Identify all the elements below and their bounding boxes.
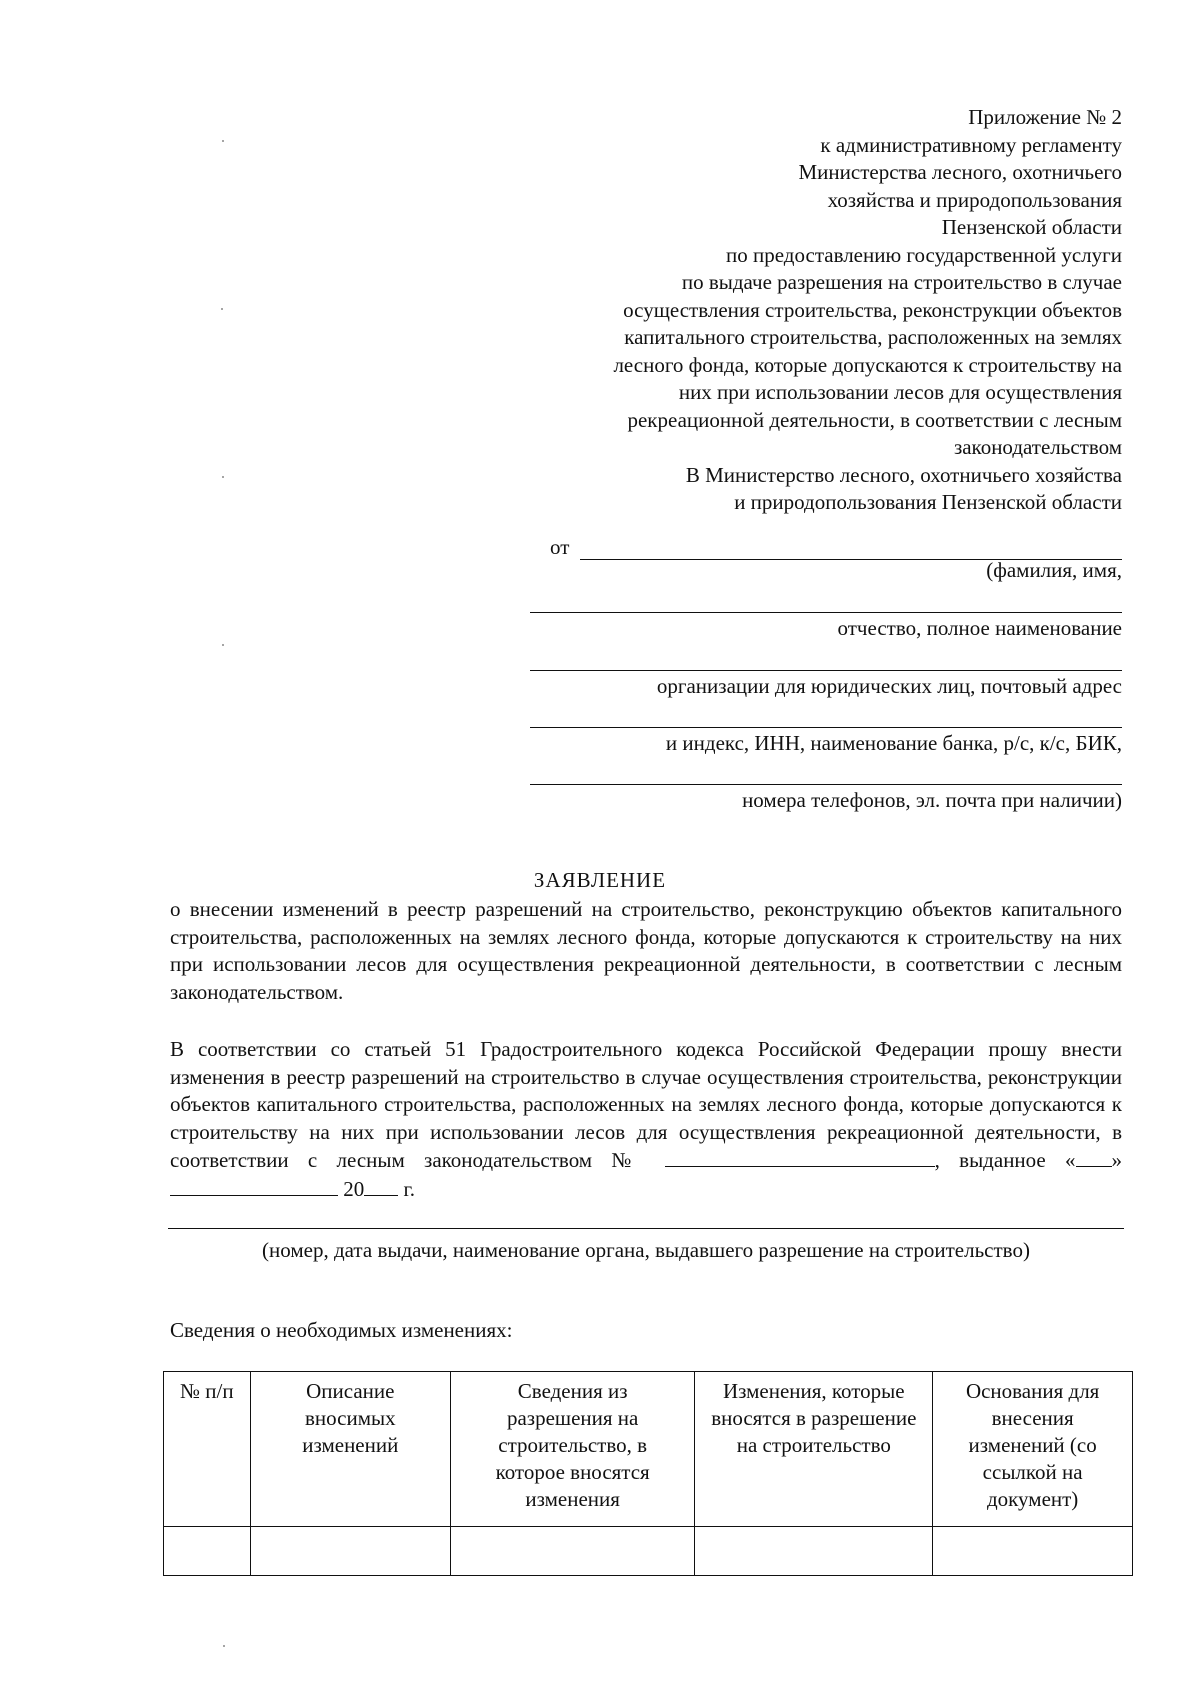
header-line: по предоставлению государственной услуги (726, 242, 1122, 267)
authority-fill-line[interactable] (168, 1228, 1124, 1229)
header-line: осуществления строительства, реконструкции объектов (623, 297, 1122, 322)
addressee-line: В Министерство лесного, охотничьего хозяйства (685, 462, 1122, 487)
col-header-label: № п/п (179, 1379, 234, 1403)
authority-hint: (номер, дата выдачи, наименование органа, выдавшего разрешение на строительство) (262, 1238, 1030, 1262)
quote-close: » (1111, 1148, 1123, 1172)
year-suffix: г. (403, 1176, 415, 1201)
header-line: лесного фонда, которые допускаются к строительству на (613, 352, 1122, 377)
table-cell[interactable] (164, 1527, 251, 1576)
appendix-header (402, 104, 1122, 517)
table-cell[interactable] (695, 1527, 933, 1576)
issue-month-blank[interactable] (170, 1175, 338, 1196)
col-header-label: Описание вносимых изменений (302, 1379, 399, 1457)
table-cell[interactable] (933, 1527, 1133, 1576)
header-line: Министерства лесного, охотничьего (798, 160, 1122, 184)
table-row (164, 1527, 1133, 1576)
issue-year-blank[interactable] (364, 1175, 398, 1196)
from-label: от (550, 535, 570, 559)
applicant-hint-5: номера телефонов, эл. почта при наличии) (742, 788, 1122, 812)
applicant-fill-line-3[interactable] (530, 670, 1122, 671)
col-header-description (250, 1372, 450, 1527)
col-header-grounds (933, 1372, 1133, 1527)
request-paragraph (170, 1036, 1122, 1203)
permit-number-blank[interactable] (665, 1146, 935, 1167)
header-line: рекреационной деятельности, в соответствии с лесным (627, 407, 1122, 432)
year-prefix: 20 (343, 1176, 365, 1201)
table-cell[interactable] (250, 1527, 450, 1576)
issue-day-blank[interactable] (1076, 1146, 1112, 1167)
changes-label: Сведения о необходимых изменениях: (170, 1318, 513, 1342)
header-line: к административному регламенту (820, 132, 1122, 157)
col-header-permit-info (451, 1372, 695, 1527)
col-header-changes (695, 1372, 933, 1527)
col-header-label: Сведения из разрешения на строительство, в которое вносятся изменения (495, 1379, 650, 1511)
scan-speck (222, 644, 224, 646)
header-line: капитального строительства, расположенных на землях (624, 325, 1122, 349)
header-line: Приложение № 2 (968, 105, 1122, 129)
applicant-hint-4: и индекс, ИНН, наименование банка, р/с, к/с, БИК, (665, 731, 1122, 755)
table-cell[interactable] (451, 1527, 695, 1576)
scan-speck (221, 308, 223, 310)
addressee-line: и природопользования Пензенской области (734, 490, 1122, 514)
scan-speck (222, 140, 224, 142)
request-text: В соответствии со статьей 51 Градостроительного кодекса Российской Федерации прошу внести изменения в реестр разрешений на строительство в случае осуществления строительства, реконструкции объектов капитального строительства, расположенных на землях лесного фонда, которые допускаются к строительству на них при использовании лесов для осуществления рекреационной деятельности, в соответствии с лесным законодательством № (170, 1037, 1122, 1172)
applicant-hint-2: отчество, полное наименование (837, 616, 1122, 640)
issued-label: , выданное « (934, 1148, 1076, 1172)
applicant-hint-1: (фамилия, имя, (986, 558, 1122, 582)
header-line: них при использовании лесов для осуществления (678, 380, 1122, 404)
header-line: Пензенской области (941, 215, 1122, 239)
scan-speck (223, 1645, 225, 1647)
header-line: хозяйства и природопользования (827, 187, 1122, 212)
changes-table (163, 1371, 1133, 1576)
scan-speck (222, 476, 224, 478)
applicant-fill-line-2[interactable] (530, 612, 1122, 613)
application-subject: о внесении изменений в реестр разрешений на строительство, реконструкцию объектов капитального строительства, расположенных на землях лесного фонда, которые допускаются к строительству на них при использовании лесов для осуществления рекреационной деятельности, в соответствии с лесным законодательством. (170, 897, 1122, 1004)
header-line: законодательством (953, 435, 1122, 459)
applicant-fill-line-5[interactable] (530, 784, 1122, 785)
col-header-number (164, 1372, 251, 1527)
table-header-row (164, 1372, 1133, 1527)
col-header-label: Основания для внесения изменений (со ссылкой на документ) (965, 1379, 1100, 1511)
applicant-hint-3: организации для юридических лиц, почтовый адрес (656, 674, 1122, 698)
applicant-fill-line-4[interactable] (530, 727, 1122, 728)
document-title: ЗАЯВЛЕНИЕ (533, 868, 667, 892)
header-line: по выдаче разрешения на строительство в случае (681, 270, 1122, 294)
col-header-label: Изменения, которые вносятся в разрешение на строительство (711, 1379, 917, 1457)
